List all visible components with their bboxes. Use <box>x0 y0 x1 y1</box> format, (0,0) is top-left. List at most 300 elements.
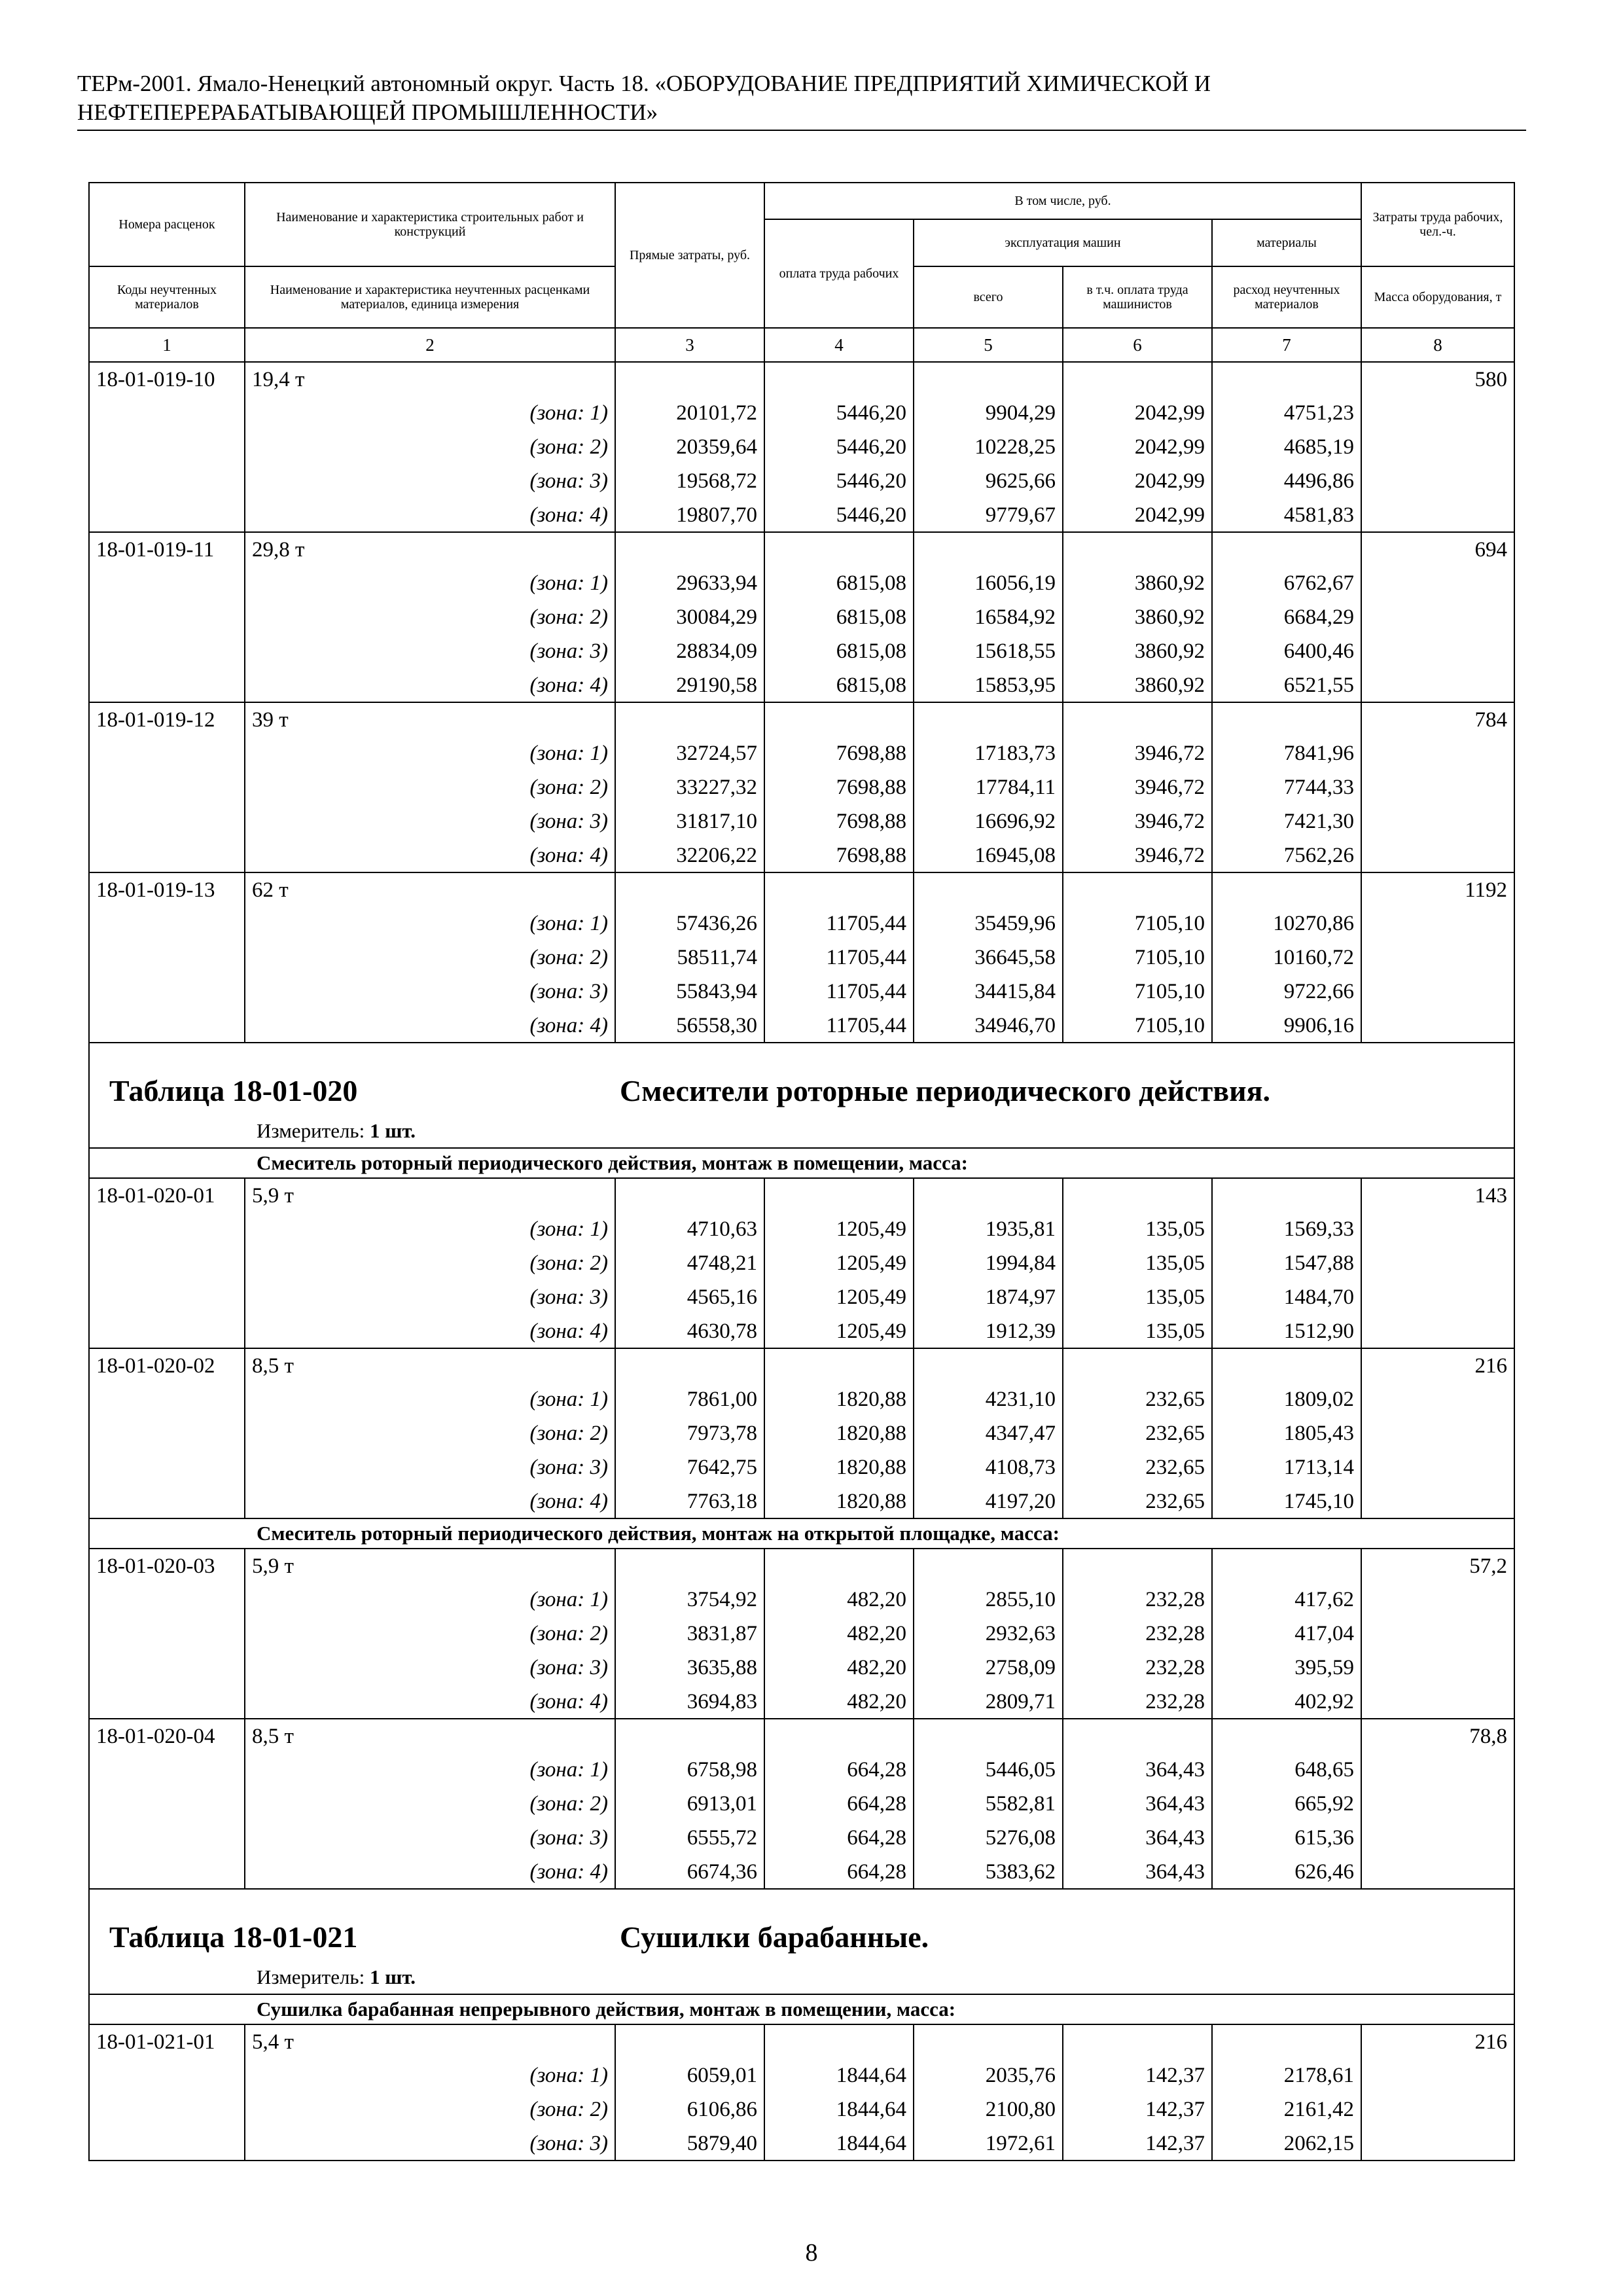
machinist-pay: 3946,72 <box>1063 804 1212 838</box>
zone-label: (зона: 2) <box>245 1416 615 1450</box>
worker-pay: 482,20 <box>764 1583 914 1617</box>
materials: 1512,90 <box>1212 1314 1361 1348</box>
worker-pay: 664,28 <box>764 1855 914 1889</box>
col-header-machine-total: всего <box>914 266 1063 328</box>
direct-costs: 29633,94 <box>615 566 764 600</box>
zone-label: (зона: 3) <box>245 464 615 498</box>
materials: 417,62 <box>1212 1583 1361 1617</box>
direct-costs: 6106,86 <box>615 2092 764 2126</box>
empty-cell <box>615 702 764 736</box>
empty-cell <box>89 1280 245 1314</box>
empty-cell <box>1063 1178 1212 1212</box>
machine-total: 2855,10 <box>914 1583 1063 1617</box>
zone-label: (зона: 3) <box>245 1821 615 1855</box>
col-header-machine-operation: эксплуатация машин <box>914 219 1212 266</box>
price-code-row <box>89 702 1514 736</box>
zone-row <box>89 464 1514 498</box>
machine-total: 1912,39 <box>914 1314 1063 1348</box>
materials: 395,59 <box>1212 1651 1361 1685</box>
equipment-mass: 5,9 т <box>245 1549 615 1583</box>
direct-costs: 5879,40 <box>615 2126 764 2161</box>
section-row <box>89 1148 1514 1178</box>
machine-total: 9779,67 <box>914 498 1063 532</box>
machinist-pay: 3946,72 <box>1063 736 1212 770</box>
price-code-row <box>89 2024 1514 2058</box>
materials: 665,92 <box>1212 1787 1361 1821</box>
price-code-row <box>89 1348 1514 1382</box>
direct-costs: 6059,01 <box>615 2058 764 2092</box>
unit-value: 1 шт. <box>369 1119 416 1142</box>
worker-pay: 11705,44 <box>764 906 914 941</box>
direct-costs: 56558,30 <box>615 1009 764 1043</box>
zone-row <box>89 1787 1514 1821</box>
empty-cell <box>89 1314 245 1348</box>
empty-cell <box>1212 1719 1361 1753</box>
empty-cell <box>1361 396 1514 430</box>
empty-cell <box>89 1382 245 1416</box>
empty-cell <box>764 1549 914 1583</box>
machine-total: 17784,11 <box>914 770 1063 804</box>
zone-label: (зона: 2) <box>245 770 615 804</box>
empty-cell <box>1063 702 1212 736</box>
table-code: Таблица 18-01-021 <box>109 1920 358 1954</box>
machinist-pay: 7105,10 <box>1063 1009 1212 1043</box>
empty-cell <box>89 464 245 498</box>
price-code: 18-01-020-02 <box>89 1348 245 1382</box>
unit-row <box>89 1961 1514 1994</box>
direct-costs: 3754,92 <box>615 1583 764 1617</box>
column-number: 2 <box>245 328 615 362</box>
empty-cell <box>89 1212 245 1246</box>
empty-cell <box>89 770 245 804</box>
machinist-pay: 7105,10 <box>1063 906 1212 941</box>
empty-cell <box>615 1178 764 1212</box>
worker-pay: 1205,49 <box>764 1280 914 1314</box>
machinist-pay: 7105,10 <box>1063 941 1212 975</box>
zone-row <box>89 1212 1514 1246</box>
materials: 7841,96 <box>1212 736 1361 770</box>
empty-cell <box>1361 1753 1514 1787</box>
worker-pay: 5446,20 <box>764 464 914 498</box>
empty-cell <box>1212 702 1361 736</box>
empty-cell <box>89 600 245 634</box>
machinist-pay: 364,43 <box>1063 1753 1212 1787</box>
price-code-row <box>89 1719 1514 1753</box>
col-header-including: В том числе, руб. <box>764 183 1361 219</box>
direct-costs: 19807,70 <box>615 498 764 532</box>
empty-cell <box>1212 1348 1361 1382</box>
table-name: Сушилки барабанные. <box>620 1920 929 1954</box>
materials: 10160,72 <box>1212 941 1361 975</box>
zone-label: (зона: 4) <box>245 838 615 872</box>
price-code: 18-01-020-03 <box>89 1549 245 1583</box>
materials: 2161,42 <box>1212 2092 1361 2126</box>
empty-cell <box>764 702 914 736</box>
machine-total: 1994,84 <box>914 1246 1063 1280</box>
materials: 626,46 <box>1212 1855 1361 1889</box>
worker-pay: 11705,44 <box>764 1009 914 1043</box>
zone-row <box>89 975 1514 1009</box>
unit-of-measure <box>89 1961 1514 1994</box>
equipment-mass: 5,4 т <box>245 2024 615 2058</box>
empty-cell <box>764 1178 914 1212</box>
empty-cell <box>1361 2092 1514 2126</box>
equipment-mass: 29,8 т <box>245 532 615 566</box>
price-code-row <box>89 1549 1514 1583</box>
empty-cell <box>1212 362 1361 396</box>
worker-pay: 5446,20 <box>764 430 914 464</box>
empty-cell <box>89 1246 245 1280</box>
direct-costs: 33227,32 <box>615 770 764 804</box>
direct-costs: 7861,00 <box>615 1382 764 1416</box>
empty-cell <box>89 2126 245 2161</box>
machinist-pay: 135,05 <box>1063 1280 1212 1314</box>
direct-costs: 4565,16 <box>615 1280 764 1314</box>
direct-costs: 32724,57 <box>615 736 764 770</box>
zone-row <box>89 2126 1514 2161</box>
section-heading: Смеситель роторный периодического действия, монтаж в помещении, масса: <box>89 1148 1514 1178</box>
empty-cell <box>764 1348 914 1382</box>
zone-label: (зона: 2) <box>245 600 615 634</box>
machine-total: 2809,71 <box>914 1685 1063 1719</box>
empty-cell <box>914 532 1063 566</box>
machinist-pay: 3860,92 <box>1063 634 1212 668</box>
worker-pay: 1844,64 <box>764 2092 914 2126</box>
materials: 4581,83 <box>1212 498 1361 532</box>
materials: 648,65 <box>1212 1753 1361 1787</box>
machine-total: 1935,81 <box>914 1212 1063 1246</box>
zone-label: (зона: 2) <box>245 1246 615 1280</box>
empty-cell <box>1212 2024 1361 2058</box>
empty-cell <box>1361 1617 1514 1651</box>
price-code-row <box>89 872 1514 906</box>
zone-row <box>89 1685 1514 1719</box>
labor-costs: 694 <box>1361 532 1514 566</box>
direct-costs: 30084,29 <box>615 600 764 634</box>
materials: 1484,70 <box>1212 1280 1361 1314</box>
direct-costs: 57436,26 <box>615 906 764 941</box>
empty-cell <box>615 362 764 396</box>
empty-cell <box>89 668 245 702</box>
empty-cell <box>615 1549 764 1583</box>
machine-total: 34946,70 <box>914 1009 1063 1043</box>
column-number-row <box>89 328 1514 362</box>
zone-label: (зона: 2) <box>245 1617 615 1651</box>
zone-label: (зона: 2) <box>245 2092 615 2126</box>
empty-cell <box>89 1787 245 1821</box>
table-title-row <box>89 1043 1514 1115</box>
empty-cell <box>914 1178 1063 1212</box>
column-number: 5 <box>914 328 1063 362</box>
zone-row <box>89 430 1514 464</box>
worker-pay: 5446,20 <box>764 396 914 430</box>
direct-costs: 4710,63 <box>615 1212 764 1246</box>
empty-cell <box>615 2024 764 2058</box>
zone-label: (зона: 3) <box>245 634 615 668</box>
machinist-pay: 232,65 <box>1063 1484 1212 1518</box>
empty-cell <box>89 838 245 872</box>
column-number: 4 <box>764 328 914 362</box>
worker-pay: 6815,08 <box>764 634 914 668</box>
materials: 402,92 <box>1212 1685 1361 1719</box>
zone-row <box>89 838 1514 872</box>
worker-pay: 664,28 <box>764 1787 914 1821</box>
equipment-mass: 19,4 т <box>245 362 615 396</box>
materials: 9906,16 <box>1212 1009 1361 1043</box>
empty-cell <box>89 566 245 600</box>
empty-cell <box>89 1617 245 1651</box>
empty-cell <box>1212 1549 1361 1583</box>
column-number: 1 <box>89 328 245 362</box>
price-table <box>88 182 1515 2161</box>
worker-pay: 6815,08 <box>764 668 914 702</box>
zone-row <box>89 1382 1514 1416</box>
worker-pay: 1820,88 <box>764 1484 914 1518</box>
table-title <box>89 1889 1514 1961</box>
price-code-row <box>89 1178 1514 1212</box>
zone-label: (зона: 3) <box>245 1280 615 1314</box>
worker-pay: 11705,44 <box>764 941 914 975</box>
machine-total: 5446,05 <box>914 1753 1063 1787</box>
zone-row <box>89 1246 1514 1280</box>
empty-cell <box>1063 362 1212 396</box>
machinist-pay: 3946,72 <box>1063 770 1212 804</box>
direct-costs: 31817,10 <box>615 804 764 838</box>
empty-cell <box>89 430 245 464</box>
zone-row <box>89 396 1514 430</box>
machinist-pay: 135,05 <box>1063 1314 1212 1348</box>
price-code: 18-01-020-04 <box>89 1719 245 1753</box>
worker-pay: 1820,88 <box>764 1382 914 1416</box>
empty-cell <box>89 1821 245 1855</box>
materials: 7562,26 <box>1212 838 1361 872</box>
empty-cell <box>89 1583 245 1617</box>
empty-cell <box>1361 1450 1514 1484</box>
zone-label: (зона: 1) <box>245 566 615 600</box>
machine-total: 9904,29 <box>914 396 1063 430</box>
zone-label: (зона: 4) <box>245 498 615 532</box>
column-number: 6 <box>1063 328 1212 362</box>
direct-costs: 7973,78 <box>615 1416 764 1450</box>
table-title-row <box>89 1889 1514 1961</box>
empty-cell <box>1361 1583 1514 1617</box>
empty-cell <box>1361 1685 1514 1719</box>
empty-cell <box>914 362 1063 396</box>
empty-cell <box>1361 430 1514 464</box>
table-name: Смесители роторные периодического действия. <box>620 1074 1271 1107</box>
worker-pay: 482,20 <box>764 1685 914 1719</box>
zone-row <box>89 566 1514 600</box>
machine-total: 4347,47 <box>914 1416 1063 1450</box>
zone-label: (зона: 2) <box>245 430 615 464</box>
worker-pay: 1820,88 <box>764 1450 914 1484</box>
table-code: Таблица 18-01-020 <box>109 1074 358 1107</box>
worker-pay: 482,20 <box>764 1651 914 1685</box>
zone-row <box>89 1753 1514 1787</box>
machine-total: 2035,76 <box>914 2058 1063 2092</box>
materials: 615,36 <box>1212 1821 1361 1855</box>
empty-cell <box>1361 975 1514 1009</box>
zone-label: (зона: 4) <box>245 1685 615 1719</box>
empty-cell <box>1361 1484 1514 1518</box>
empty-cell <box>89 1651 245 1685</box>
materials: 1805,43 <box>1212 1416 1361 1450</box>
unit-of-measure <box>89 1115 1514 1148</box>
col-header-worker-pay: оплата труда рабочих <box>764 219 914 328</box>
equipment-mass: 8,5 т <box>245 1719 615 1753</box>
empty-cell <box>89 1484 245 1518</box>
col-header-unaccounted-materials: расход неучтенных материалов <box>1212 266 1361 328</box>
equipment-mass: 62 т <box>245 872 615 906</box>
price-code: 18-01-019-11 <box>89 532 245 566</box>
worker-pay: 1205,49 <box>764 1314 914 1348</box>
empty-cell <box>1361 941 1514 975</box>
machine-total: 2758,09 <box>914 1651 1063 1685</box>
direct-costs: 6674,36 <box>615 1855 764 1889</box>
machine-total: 4108,73 <box>914 1450 1063 1484</box>
document-header <box>77 69 1526 127</box>
labor-costs: 580 <box>1361 362 1514 396</box>
labor-costs: 1192 <box>1361 872 1514 906</box>
col-header-material-name: Наименование и характеристика неучтенных расценками материалов, единица измерения <box>245 266 615 328</box>
zone-row <box>89 1450 1514 1484</box>
zone-row <box>89 2058 1514 2092</box>
machine-total: 16584,92 <box>914 600 1063 634</box>
worker-pay: 7698,88 <box>764 770 914 804</box>
empty-cell <box>1361 1821 1514 1855</box>
machine-total: 1874,97 <box>914 1280 1063 1314</box>
empty-cell <box>1063 872 1212 906</box>
empty-cell <box>1361 1416 1514 1450</box>
machinist-pay: 2042,99 <box>1063 396 1212 430</box>
zone-label: (зона: 3) <box>245 2126 615 2161</box>
machinist-pay: 2042,99 <box>1063 464 1212 498</box>
empty-cell <box>914 702 1063 736</box>
empty-cell <box>1063 2024 1212 2058</box>
zone-row <box>89 1416 1514 1450</box>
machine-total: 4197,20 <box>914 1484 1063 1518</box>
materials: 4751,23 <box>1212 396 1361 430</box>
zone-row <box>89 2092 1514 2126</box>
col-header-machinist-pay: в т.ч. оплата труда машинистов <box>1063 266 1212 328</box>
worker-pay: 6815,08 <box>764 600 914 634</box>
col-header-price-numbers: Номера расценок <box>89 183 245 266</box>
materials: 6400,46 <box>1212 634 1361 668</box>
empty-cell <box>1361 2058 1514 2092</box>
empty-cell <box>1361 600 1514 634</box>
machine-total: 5276,08 <box>914 1821 1063 1855</box>
machine-total: 4231,10 <box>914 1382 1063 1416</box>
empty-cell <box>615 872 764 906</box>
zone-label: (зона: 3) <box>245 975 615 1009</box>
zone-row <box>89 1583 1514 1617</box>
empty-cell <box>615 532 764 566</box>
unit-label: Измеритель: <box>257 1965 370 1988</box>
empty-cell <box>1361 1382 1514 1416</box>
direct-costs: 3831,87 <box>615 1617 764 1651</box>
direct-costs: 28834,09 <box>615 634 764 668</box>
empty-cell <box>1212 872 1361 906</box>
machine-total: 2100,80 <box>914 2092 1063 2126</box>
machine-total: 35459,96 <box>914 906 1063 941</box>
section-row <box>89 1994 1514 2024</box>
empty-cell <box>1361 906 1514 941</box>
empty-cell <box>1361 1246 1514 1280</box>
direct-costs: 4748,21 <box>615 1246 764 1280</box>
empty-cell <box>1361 1212 1514 1246</box>
zone-row <box>89 1314 1514 1348</box>
zone-row <box>89 770 1514 804</box>
machinist-pay: 142,37 <box>1063 2092 1212 2126</box>
machine-total: 16696,92 <box>914 804 1063 838</box>
zone-label: (зона: 4) <box>245 1314 615 1348</box>
worker-pay: 5446,20 <box>764 498 914 532</box>
materials: 1547,88 <box>1212 1246 1361 1280</box>
direct-costs: 20359,64 <box>615 430 764 464</box>
machinist-pay: 364,43 <box>1063 1821 1212 1855</box>
zone-row <box>89 1821 1514 1855</box>
empty-cell <box>1212 1178 1361 1212</box>
worker-pay: 482,20 <box>764 1617 914 1651</box>
materials: 6762,67 <box>1212 566 1361 600</box>
worker-pay: 664,28 <box>764 1753 914 1787</box>
zone-label: (зона: 4) <box>245 1484 615 1518</box>
machine-total: 5383,62 <box>914 1855 1063 1889</box>
empty-cell <box>89 396 245 430</box>
zone-label: (зона: 1) <box>245 2058 615 2092</box>
zone-row <box>89 1651 1514 1685</box>
machine-total: 15853,95 <box>914 668 1063 702</box>
empty-cell <box>1361 464 1514 498</box>
machine-total: 16056,19 <box>914 566 1063 600</box>
machinist-pay: 142,37 <box>1063 2058 1212 2092</box>
machine-total: 36645,58 <box>914 941 1063 975</box>
empty-cell <box>914 1719 1063 1753</box>
empty-cell <box>1361 838 1514 872</box>
zone-row <box>89 1009 1514 1043</box>
unit-value: 1 шт. <box>369 1965 416 1988</box>
machinist-pay: 3860,92 <box>1063 668 1212 702</box>
worker-pay: 11705,44 <box>764 975 914 1009</box>
zone-row <box>89 600 1514 634</box>
empty-cell <box>914 1348 1063 1382</box>
worker-pay: 1205,49 <box>764 1246 914 1280</box>
direct-costs: 55843,94 <box>615 975 764 1009</box>
direct-costs: 7763,18 <box>615 1484 764 1518</box>
empty-cell <box>1063 532 1212 566</box>
equipment-mass: 39 т <box>245 702 615 736</box>
worker-pay: 1844,64 <box>764 2126 914 2161</box>
price-code: 18-01-019-12 <box>89 702 245 736</box>
materials: 6684,29 <box>1212 600 1361 634</box>
col-header-materials: материалы <box>1212 219 1361 266</box>
empty-cell <box>1361 770 1514 804</box>
labor-costs: 784 <box>1361 702 1514 736</box>
machinist-pay: 3860,92 <box>1063 566 1212 600</box>
zone-label: (зона: 3) <box>245 1450 615 1484</box>
direct-costs: 32206,22 <box>615 838 764 872</box>
worker-pay: 7698,88 <box>764 804 914 838</box>
empty-cell <box>89 736 245 770</box>
materials: 7744,33 <box>1212 770 1361 804</box>
empty-cell <box>89 2092 245 2126</box>
zone-label: (зона: 1) <box>245 906 615 941</box>
machinist-pay: 232,65 <box>1063 1450 1212 1484</box>
zone-row <box>89 1855 1514 1889</box>
zone-label: (зона: 1) <box>245 1753 615 1787</box>
zone-label: (зона: 3) <box>245 804 615 838</box>
empty-cell <box>764 872 914 906</box>
